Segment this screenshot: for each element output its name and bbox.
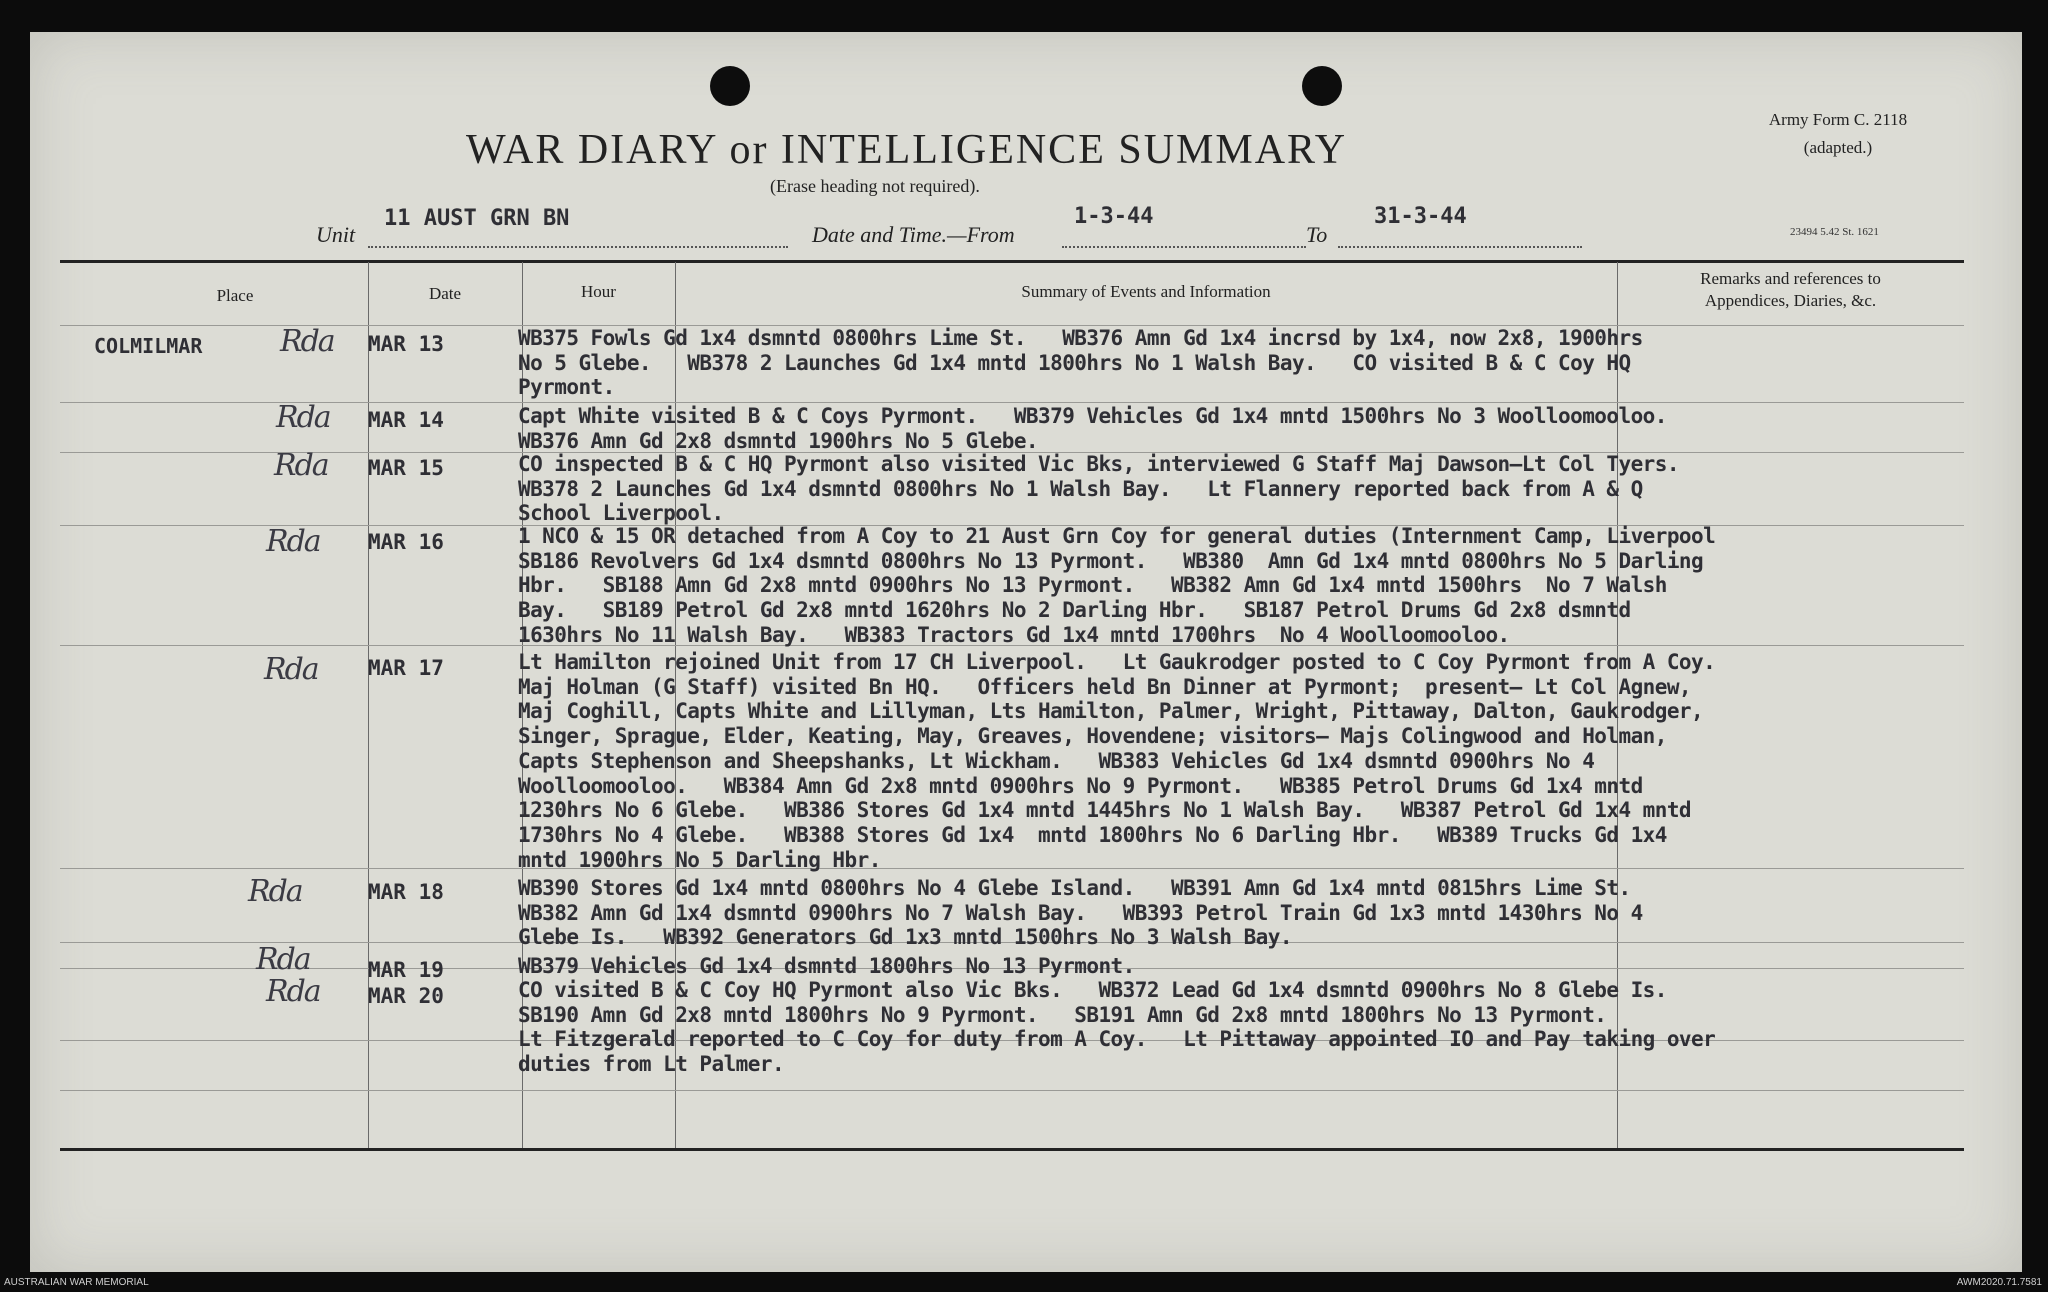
col-header-hour: Hour [581, 282, 616, 301]
entry-text: WB379 Vehicles Gd 1x4 dsmntd 1800hrs No 13 Pyrmont. [518, 954, 1135, 978]
entry-date: MAR 15 [368, 456, 444, 480]
footer-accession: AWM2020.71.7581 [1956, 1277, 2042, 1288]
entry-text: WB390 Stores Gd 1x4 mntd 0800hrs No 4 Glebe Island. WB391 Amn Gd 1x4 mntd 0815hrs Lime St. WB382 Amn Gd 1x4 dsmntd 0900hrs No 7 Walsh Bay. WB393 Petrol Train Gd 1x3 mntd 1430hrs No 4 Glebe Is. WB392 Generators Gd 1x3 mntd 1500hrs No 3 Walsh Bay. [518, 876, 1643, 950]
remarks-header-line1: Remarks and references to [1700, 269, 1881, 288]
army-form-label: Army Form C. 2118 [1768, 110, 1908, 129]
entry-text: 1 NCO & 15 OR detached from A Coy to 21 Aust Grn Coy for general duties (Internment Camp, Liverpool SB186 Revolvers Gd 1x4 dsmntd 0800hrs No 13 Pyrmont. WB380 Amn Gd 1x4 mntd 0800hrs No 5 Darling Hbr. SB188 Amn Gd 2x8 mntd 0900hrs No 13 Pyrmont. WB382 Amn Gd 1x4 mntd 1500hrs No 7 Walsh Bay. SB189 Petrol Gd 2x8 mntd 1620hrs No 2 Darling Hbr. SB187 Petrol Drums Gd 2x8 dsmntd 1630hrs No 11 Walsh Bay. WB383 Tractors Gd 1x4 mntd 1700hrs No 4 Woolloomooloo. [518, 524, 1716, 647]
entry-date: MAR 17 [368, 656, 444, 680]
row-rule [60, 1090, 1964, 1091]
form-subtitle: (Erase heading not required). [770, 176, 980, 196]
punch-hole-right [1302, 66, 1342, 106]
col-divider-place [368, 262, 369, 1148]
table-top-rule [60, 260, 1964, 263]
army-form-number [1738, 106, 1938, 162]
form-title: WAR DIARY or INTELLIGENCE SUMMARY [466, 127, 1348, 173]
entry-date: MAR 14 [368, 408, 444, 432]
entry-date: MAR 13 [368, 332, 444, 356]
initials-signature: Rda [280, 324, 334, 359]
table-bottom-rule [60, 1148, 1964, 1151]
entry-date: MAR 18 [368, 880, 444, 904]
initials-signature: Rda [256, 942, 310, 977]
entry-text: CO visited B & C Coy HQ Pyrmont also Vic Bks. WB372 Lead Gd 1x4 dsmntd 0900hrs No 8 Glebe Is. SB190 Amn Gd 2x8 mntd 1800hrs No 9 Pyrmont. SB191 Amn Gd 2x8 mntd 1800hrs No 13 Pyrmont. Lt Fitzgerald reported to C Coy for duty from A Coy. Lt Pittaway appointed IO and Pay taking over duties from Lt Palmer. [518, 978, 1716, 1077]
date-to-value: 31-3-44 [1374, 204, 1467, 229]
initials-signature: Rda [266, 524, 320, 559]
unit-label: Unit [316, 222, 356, 247]
punch-hole-left [710, 66, 750, 106]
entry-text: Capt White visited B & C Coys Pyrmont. WB379 Vehicles Gd 1x4 mntd 1500hrs No 3 Woolloomooloo. WB376 Amn Gd 2x8 dsmntd 1900hrs No 5 Glebe. [518, 404, 1667, 453]
place-value: COLMILMAR [94, 334, 203, 358]
date-from-dotted-line [1062, 246, 1306, 248]
col-header-summary: Summary of Events and Information [1021, 282, 1271, 301]
entry-date: MAR 19 [368, 958, 444, 982]
entry-date: MAR 20 [368, 984, 444, 1008]
adapted-label: (adapted.) [1803, 138, 1873, 157]
print-code: 23494 5.42 St. 1621 [1790, 226, 1879, 238]
col-header-date: Date [428, 284, 462, 303]
date-time-label: Date and Time.—From [812, 222, 1015, 247]
unit-value: 11 AUST GRN BN [384, 206, 570, 231]
initials-signature: Rda [266, 974, 320, 1009]
date-to-label: To [1306, 222, 1328, 247]
entry-date: MAR 16 [368, 530, 444, 554]
initials-signature: Rda [264, 652, 318, 687]
col-header-remarks [1617, 268, 1964, 312]
date-to-dotted-line [1338, 246, 1582, 248]
initials-signature: Rda [274, 448, 328, 483]
unit-dotted-line [368, 246, 788, 248]
remarks-header-line2: Appendices, Diaries, &c. [1704, 291, 1877, 310]
row-rule [60, 402, 1964, 403]
footer-credit: AUSTRALIAN WAR MEMORIAL [4, 1277, 149, 1288]
entry-text: CO inspected B & C HQ Pyrmont also visited Vic Bks, interviewed G Staff Maj Dawson—Lt Col Tyers. WB378 2 Launches Gd 1x4 dsmntd 0800hrs No 1 Walsh Bay. Lt Flannery reported back from A & Q School Liverpool. [518, 452, 1679, 526]
entry-text: WB375 Fowls Gd 1x4 dsmntd 0800hrs Lime St. WB376 Amn Gd 1x4 incrsd by 1x4, now 2x8, 1900hrs No 5 Glebe. WB378 2 Launches Gd 1x4 mntd 1800hrs No 1 Walsh Bay. CO visited B & C Coy HQ Pyrmont. [518, 326, 1643, 400]
col-header-place: Place [216, 286, 254, 305]
initials-signature: Rda [276, 400, 330, 435]
date-from-value: 1-3-44 [1074, 204, 1154, 229]
initials-signature: Rda [248, 874, 302, 909]
entry-text: Lt Hamilton rejoined Unit from 17 CH Liverpool. Lt Gaukrodger posted to C Coy Pyrmont from A Coy. Maj Holman (G Staff) visited Bn HQ. Officers held Bn Dinner at Pyrmont; present— Lt Col Agnew, Maj Coghill, Capts White and Lillyman, Lts Hamilton, Palmer, Wright, Pittaway, Dalton, Gaukrodger, Singer, Sprague, Elder, Keating, May, Greaves, Hovendene; visitors— Majs Colingwood and Holman, Capts Stephenson and Sheepshanks, Lt Wickham. WB383 Vehicles Gd 1x4 dsmntd 0900hrs No 4 Woolloomooloo. WB384 Amn Gd 2x8 mntd 0900hrs No 9 Pyrmont. WB385 Petrol Drums Gd 1x4 mntd 1230hrs No 6 Glebe. WB386 Stores Gd 1x4 mntd 1445hrs No 1 Walsh Bay. WB387 Petrol Gd 1x4 mntd 1730hrs No 4 Glebe. WB388 Stores Gd 1x4 mntd 1800hrs No 6 Darling Hbr. WB389 Trucks Gd 1x4 mntd 1900hrs No 5 Darling Hbr. [518, 650, 1716, 872]
